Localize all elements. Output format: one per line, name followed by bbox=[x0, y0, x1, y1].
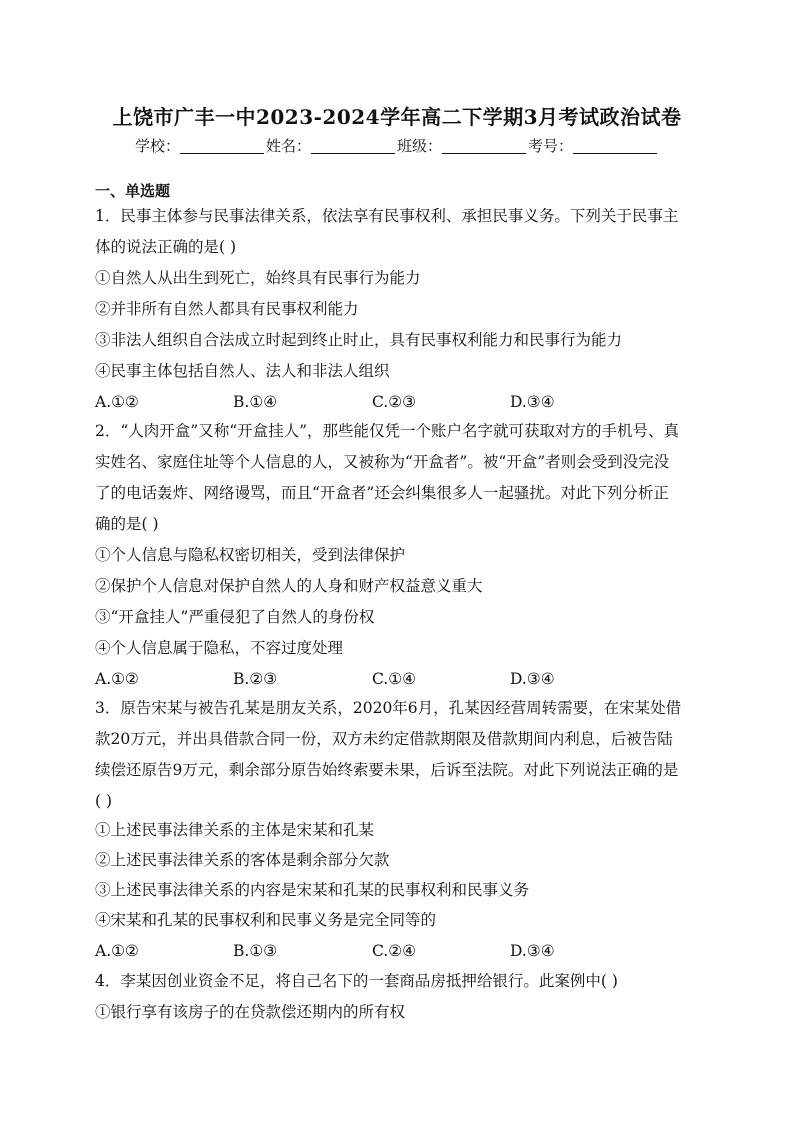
q2-item-1: ①个人信息与隐私权密切相关，受到法律保护 bbox=[95, 546, 406, 564]
q1-item-1: ①自然人从出生到死亡，始终具有民事行为能力 bbox=[95, 269, 421, 287]
q1-item-4: ④民事主体包括自然人、法人和非法人组织 bbox=[95, 362, 390, 380]
q4-stem-line-1: 4．李某因创业资金不足，将自己名下的一套商品房抵押给银行。此案例中( ) bbox=[95, 972, 618, 990]
q2-item-2: ②保护个人信息对保护自然人的人身和财产权益意义重大 bbox=[95, 577, 483, 595]
q1-option-d[interactable]: D.③④ bbox=[510, 393, 555, 411]
school-label: 学校： bbox=[134, 137, 180, 155]
q1-item-2: ②并非所有自然人都具有民事权利能力 bbox=[95, 300, 359, 318]
exam-number-label: 考号： bbox=[528, 137, 574, 155]
q2-option-a[interactable]: A.①② bbox=[95, 670, 139, 688]
exam-number-blank[interactable] bbox=[573, 139, 657, 154]
q3-item-1: ①上述民事法律关系的主体是宋某和孔某 bbox=[95, 821, 375, 839]
q1-option-c[interactable]: C.②③ bbox=[372, 393, 417, 411]
q3-item-2: ②上述民事法律关系的客体是剩余部分欠款 bbox=[95, 851, 390, 869]
q2-option-c[interactable]: C.①④ bbox=[372, 670, 417, 688]
q2-stem-line-1: 2．“人肉开盒”又称“开盒挂人”，那些能仅凭一个账户名字就可获取对方的手机号、真 bbox=[95, 422, 680, 440]
q2-item-4: ④个人信息属于隐私，不容过度处理 bbox=[95, 639, 344, 657]
q3-stem-line-2: 款20万元，并出具借款合同一份，双方未约定借款期限及借款期间内利息，后被告陆 bbox=[95, 730, 673, 748]
section-heading: 一、单选题 bbox=[95, 182, 171, 200]
class-blank[interactable] bbox=[442, 139, 526, 154]
q3-option-b[interactable]: B.①③ bbox=[233, 942, 278, 960]
q1-stem-line-2: 体的说法正确的是( ) bbox=[95, 238, 237, 256]
q2-stem-line-4: 确的是( ) bbox=[95, 515, 159, 533]
q2-stem-line-2: 实姓名、家庭住址等个人信息的人，又被称为“开盒者”。被“开盒”者则会受到没完没 bbox=[95, 453, 670, 471]
q3-item-3: ③上述民事法律关系的内容是宋某和孔某的民事权利和民事义务 bbox=[95, 881, 530, 899]
q1-option-b[interactable]: B.①④ bbox=[233, 393, 278, 411]
q3-stem-line-1: 3．原告宋某与被告孔某是朋友关系，2020年6月，孔某因经营周转需要，在宋某处借 bbox=[95, 699, 682, 717]
q3-option-a[interactable]: A.①② bbox=[95, 942, 139, 960]
q3-stem-line-4: ( ) bbox=[95, 792, 113, 810]
q4-item-1: ①银行享有该房子的在贷款偿还期内的所有权 bbox=[95, 1003, 406, 1021]
q1-stem-line-1: 1．民事主体参与民事法律关系，依法享有民事权利、承担民事义务。下列关于民事主 bbox=[95, 207, 679, 225]
q2-item-3: ③“开盒挂人”严重侵犯了自然人的身份权 bbox=[95, 608, 375, 626]
student-info-line bbox=[0, 135, 794, 156]
name-label: 姓名： bbox=[265, 137, 311, 155]
name-blank[interactable] bbox=[311, 139, 395, 154]
class-label: 班级： bbox=[397, 137, 443, 155]
q3-stem-line-3: 续偿还原告9万元，剩余部分原告始终索要未果，后诉至法院。对此下列说法正确的是 bbox=[95, 761, 679, 779]
q3-option-c[interactable]: C.②④ bbox=[372, 942, 417, 960]
q2-option-b[interactable]: B.②③ bbox=[233, 670, 278, 688]
q1-option-a[interactable]: A.①② bbox=[95, 393, 139, 411]
q2-stem-line-3: 了的电话轰炸、网络谩骂，而且“开盒者”还会纠集很多人一起骚扰。对此下列分析正 bbox=[95, 484, 669, 502]
exam-title: 上饶市广丰一中2023-2024学年高二下学期3月考试政治试卷 bbox=[112, 105, 682, 129]
q3-item-4: ④宋某和孔某的民事权利和民事义务是完全同等的 bbox=[95, 911, 437, 929]
q1-item-3: ③非法人组织自合法成立时起到终止时止，具有民事权利能力和民事行为能力 bbox=[95, 331, 623, 349]
q2-option-d[interactable]: D.③④ bbox=[510, 670, 555, 688]
q3-option-d[interactable]: D.③④ bbox=[510, 942, 555, 960]
school-blank[interactable] bbox=[180, 139, 264, 154]
